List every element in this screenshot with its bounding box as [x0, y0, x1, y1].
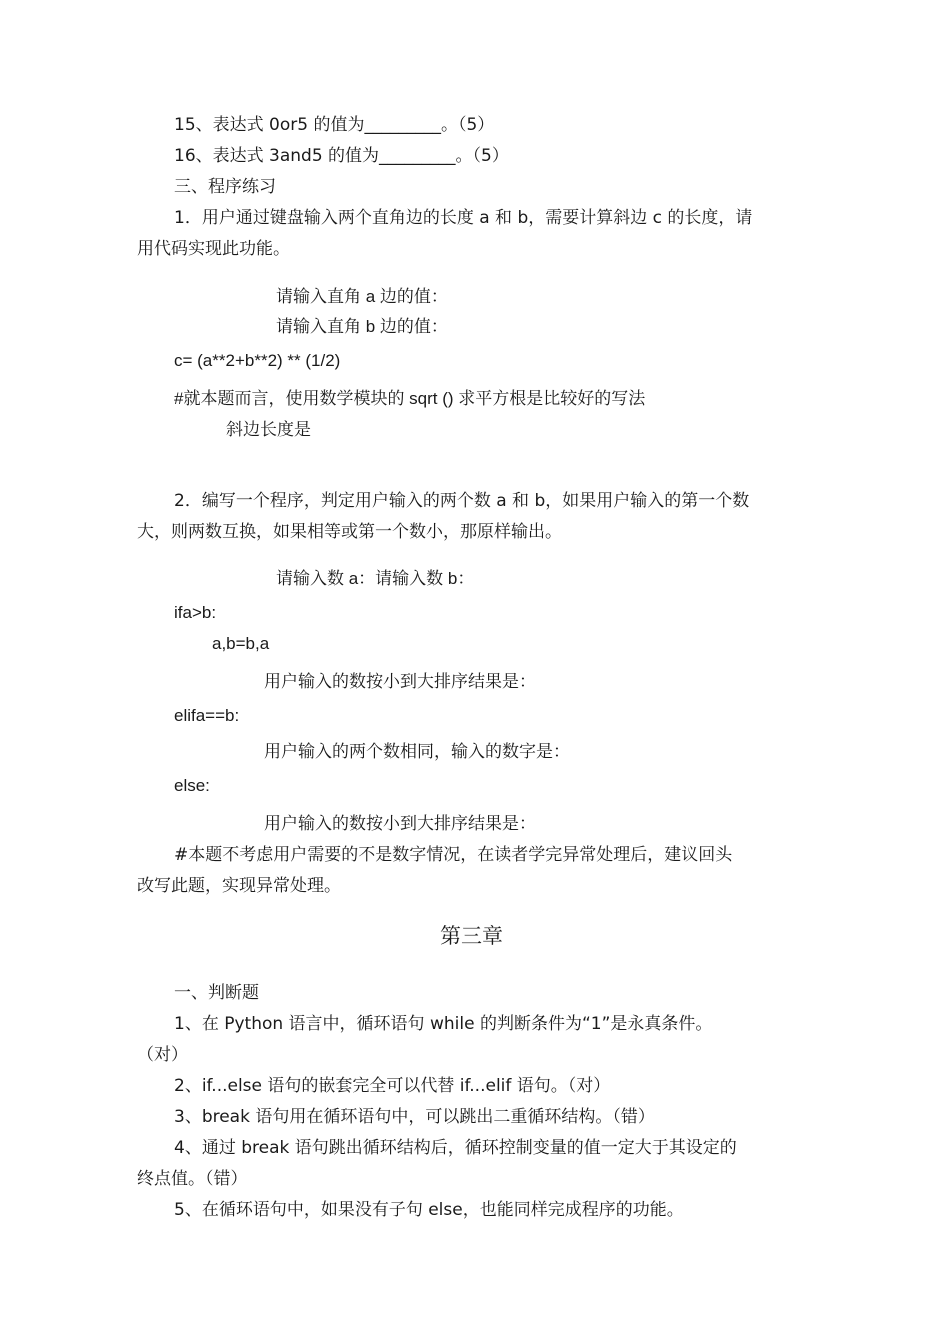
- problem-2-note-line-2: 改写此题，实现异常处理。: [137, 876, 341, 896]
- problem-1-line-2: 用代码实现此功能。: [137, 239, 290, 259]
- problem-2-line-2: 大，则两数互换，如果相等或第一个数小，那原样输出。: [137, 522, 562, 542]
- problem-2-line-1: 2．编写一个程序，判定用户输入的两个数 a 和 b，如果用户输入的第一个数: [174, 491, 750, 511]
- code-line: ifa>b:: [174, 603, 217, 622]
- code-line: 请输入直角 b 边的值：: [276, 317, 448, 336]
- judgment-q5: 5、在循环语句中，如果没有子句 else，也能同样完成程序的功能。: [174, 1200, 684, 1220]
- judgment-q2: 2、if...else 语句的嵌套完全可以代替 if...elif 语句。（对）: [174, 1076, 611, 1096]
- code-line: 请输入直角 a 边的值：: [276, 287, 448, 306]
- code-line: c= (a**2+b**2) ** (1/2): [174, 351, 341, 370]
- code-line: else:: [174, 776, 210, 795]
- judgment-heading: 一、判断题: [174, 983, 259, 1003]
- problem-1-line-1: 1．用户通过键盘输入两个直角边的长度 a 和 b，需要计算斜边 c 的长度，请: [174, 208, 753, 228]
- judgment-q4-line-1: 4、通过 break 语句跳出循环结构后，循环控制变量的值一定大于其设定的: [174, 1138, 737, 1158]
- code-line: elifa==b:: [174, 706, 240, 725]
- judgment-q4-line-2: 终点值。（错）: [137, 1169, 248, 1189]
- section-heading: 三、程序练习: [174, 177, 276, 197]
- judgment-q3: 3、break 语句用在循环语句中，可以跳出二重循环结构。（错）: [174, 1107, 655, 1127]
- code-line: 请输入数 a：请输入数 b：: [276, 569, 475, 588]
- code-line: 用户输入的两个数相同，输入的数字是：: [264, 742, 570, 761]
- question-15: 15、表达式 0or5 的值为_________。（5）: [174, 115, 495, 135]
- code-line: a,b=b,a: [212, 634, 270, 653]
- question-16: 16、表达式 3and5 的值为_________。（5）: [174, 146, 509, 166]
- chapter-title: 第三章: [440, 924, 503, 948]
- problem-2-note-line-1: #本题不考虑用户需要的不是数字情况，在读者学完异常处理后，建议回头: [174, 845, 733, 865]
- code-line: 用户输入的数按小到大排序结果是：: [264, 814, 536, 833]
- judgment-q1-line-1: 1、在 Python 语言中，循环语句 while 的判断条件为“1”是永真条件。: [174, 1014, 713, 1034]
- code-line: 斜边长度是: [226, 420, 311, 439]
- code-comment: #就本题而言，使用数学模块的 sqrt () 求平方根是比较好的写法: [174, 389, 646, 408]
- code-line: 用户输入的数按小到大排序结果是：: [264, 672, 536, 691]
- judgment-q1-line-2: （对）: [137, 1045, 188, 1065]
